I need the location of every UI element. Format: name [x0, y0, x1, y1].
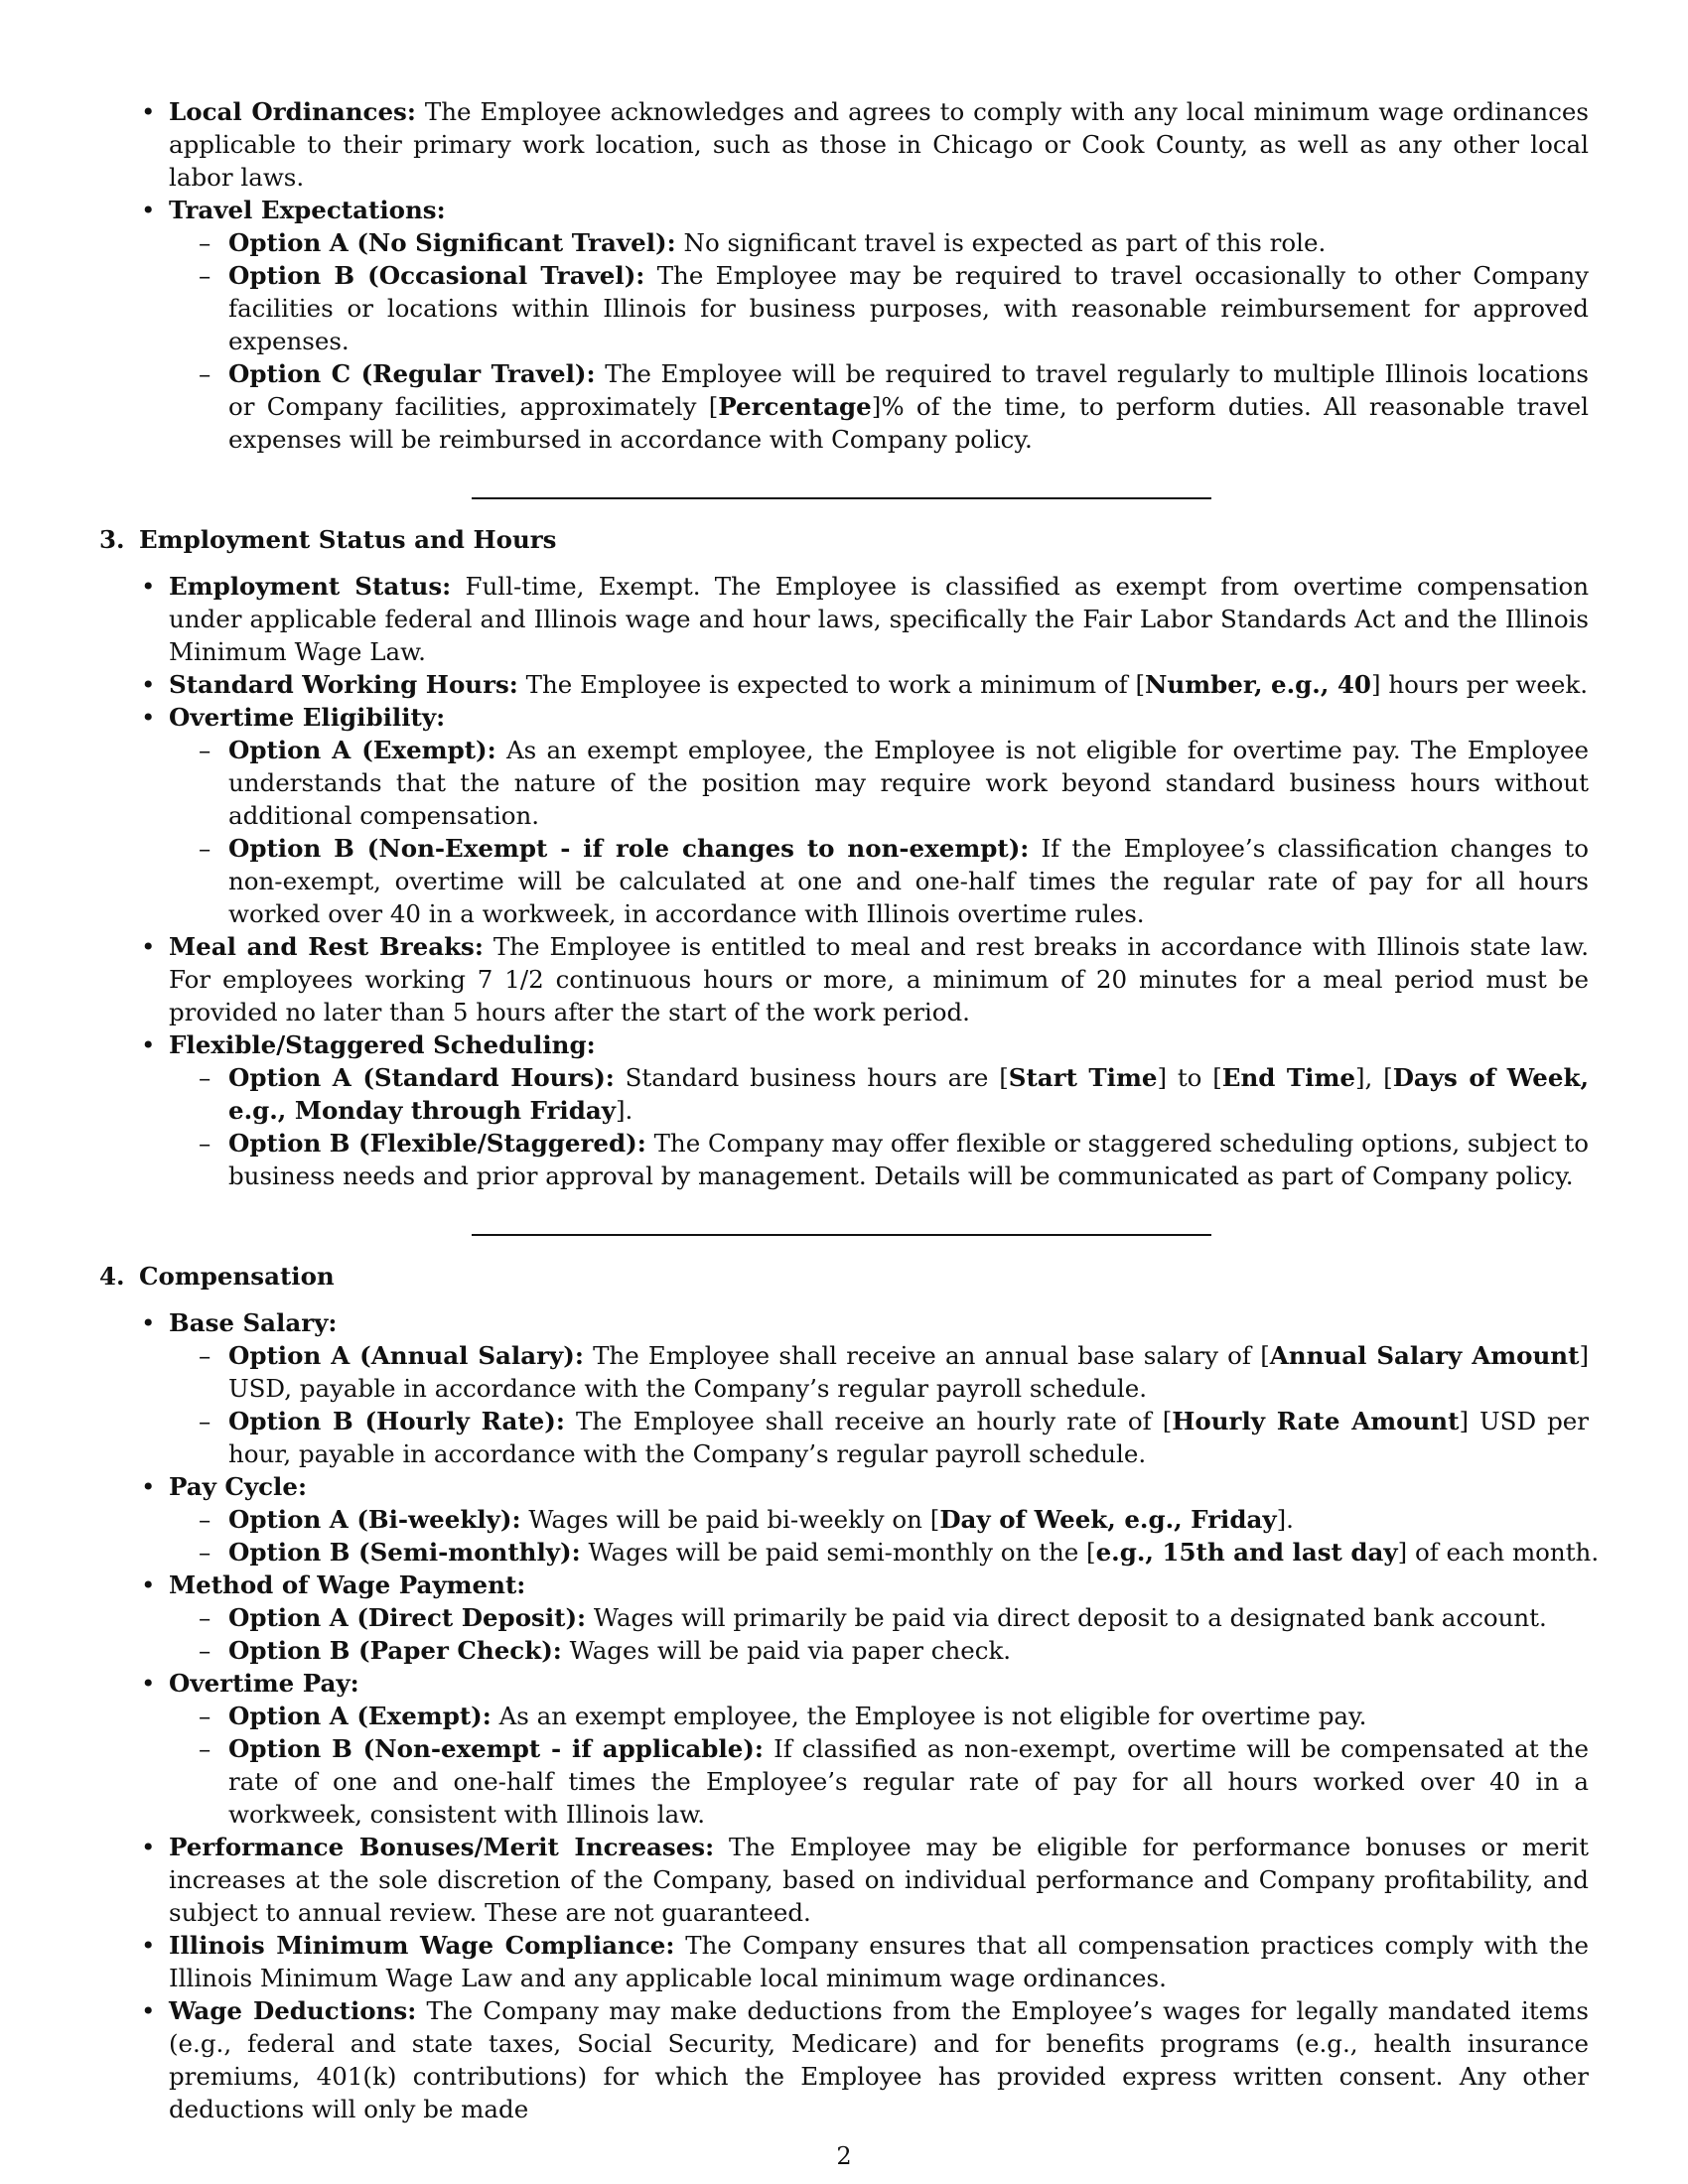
- list-item-scheduling: • Flexible/Staggered Scheduling: – Option A (Standard Hours): Standard business hours are [Start Time] to [End Time], [Days of Week, e.g., Monday through Friday]. – Option B (Flexible/Staggered): The Company may offer flexible or staggered scheduling options, subject to business needs and prior approval by management. Details will be communicated as part of Company policy.: [99, 1028, 1589, 1192]
- pay-cycle-options: [169, 1503, 1600, 1569]
- placeholder-start-time: Start Time: [1008, 1063, 1158, 1092]
- option-travel-c: – Option C (Regular Travel): The Employee will be required to travel regularly to multiple Illinois locations or Company facilities, approximately [Percentage]% of the time, to perform duties. All reasonable travel expenses will be reimbursed in accordance with Company policy.: [99, 357, 1589, 456]
- option-travel-b: – Option B (Occasional Travel): The Employee may be required to travel occasionally to other Company facilities or locations within Illinois for business purposes, with reasonable reimbursement for approved expenses.: [99, 259, 1589, 357]
- page-number: 2: [836, 2142, 852, 2170]
- option-pay-cycle-b: – Option B (Semi-monthly): Wages will be paid semi-monthly on the [e.g., 15th and last day] of each month.: [99, 1536, 1589, 1569]
- option-pay-cycle-a: – Option A (Bi-weekly): Wages will be paid bi-weekly on [Day of Week, e.g., Friday].: [99, 1503, 1589, 1536]
- placeholder-pay-dates: e.g., 15th and last day: [1095, 1538, 1398, 1567]
- option-overtime-pay-a: – Option A (Exempt): As an exempt employee, the Employee is not eligible for overtime pay.: [99, 1700, 1589, 1732]
- section-divider: [472, 497, 1211, 499]
- list-item-overtime-pay: • Overtime Pay: – Option A (Exempt): As an exempt employee, the Employee is not eligible for overtime pay. – Option B (Non-exempt - if applicable): If classified as non-exempt, overtime will be compensated at the rate of one and one-half times the Employee’s regular rate of pay for all hours worked over 40 in a workweek, consistent with Illinois law.: [99, 1667, 1589, 1831]
- placeholder-pay-day: Day of Week, e.g., Friday: [939, 1505, 1277, 1534]
- list-item-payment-method: • Method of Wage Payment: – Option A (Direct Deposit): Wages will primarily be paid via direct deposit to a designated bank account. – Option B (Paper Check): Wages will be paid via paper check.: [99, 1569, 1589, 1667]
- document-page: [99, 95, 1600, 2125]
- list-item-travel-expectations: • Travel Expectations: – Option A (No Significant Travel): No significant travel is expected as part of this role. – Option B (Occasional Travel): The Employee may be required to travel occasionally to other Company facilities or locations within Illinois for business purposes, with reasonable reimbursement for approved expenses. – Option C (Regular Travel): The Employee will be required to travel regularly to multiple Illinois locations or Company facilities, approximately [Percentage]% of the time, to perform duties. All reasonable travel expenses will be reimbursed in accordance with Company policy.: [99, 194, 1589, 456]
- option-salary-b: – Option B (Hourly Rate): The Employee shall receive an hourly rate of [Hourly Rate Amount] USD per hour, payable in accordance with the Company’s regular payroll schedule.: [99, 1405, 1589, 1470]
- travel-options: [169, 226, 1589, 456]
- overtime-pay-options: [169, 1700, 1589, 1831]
- base-salary-options: [169, 1339, 1589, 1470]
- placeholder-end-time: End Time: [1221, 1063, 1355, 1092]
- list-item-local-ordinances: • Local Ordinances: The Employee acknowledges and agrees to comply with any local minimum wage ordinances applicable to their primary work location, such as those in Chicago or Cook County, as well as any other local labor laws.: [99, 95, 1589, 194]
- section-heading-4: 4. Compensation: [99, 1262, 335, 1291]
- section-4-list: [99, 1306, 1600, 2125]
- scheduling-options: [169, 1061, 1589, 1192]
- list-item-bonuses: • Performance Bonuses/Merit Increases: The Employee may be eligible for performance bonuses or merit increases at the sole discretion of the Company, based on individual performance and Company profitability, and subject to annual review. These are not guaranteed.: [99, 1831, 1589, 1929]
- list-item-employment-status: • Employment Status: Full-time, Exempt. The Employee is classified as exempt from overtime compensation under applicable federal and Illinois wage and hour laws, specifically the Fair Labor Standards Act and the Illinois Minimum Wage Law.: [99, 570, 1589, 668]
- option-overtime-b: – Option B (Non-Exempt - if role changes to non-exempt): If the Employee’s classification changes to non-exempt, overtime will be calculated at one and one-half times the regular rate of pay for all hours worked over 40 in a workweek, in accordance with Illinois overtime rules.: [99, 832, 1589, 930]
- list-item-base-salary: • Base Salary: – Option A (Annual Salary): The Employee shall receive an annual base salary of [Annual Salary Amount] USD, payable in accordance with the Company’s regular payroll schedule. – Option B (Hourly Rate): The Employee shall receive an hourly rate of [Hourly Rate Amount] USD per hour, payable in accordance with the Company’s regular payroll schedule.: [99, 1306, 1589, 1470]
- list-item-wage-deductions: • Wage Deductions: The Company may make deductions from the Employee’s wages for legally mandated items (e.g., federal and state taxes, Social Security, Medicare) and for benefits programs (e.g., health insurance premiums, 401(k) contributions) for which the Employee has provided express written consent. Any other deductions will only be made: [99, 1994, 1589, 2125]
- list-item-standard-hours: • Standard Working Hours: The Employee is expected to work a minimum of [Number, e.g., 40] hours per week.: [99, 668, 1589, 701]
- placeholder-percentage: Percentage: [718, 392, 872, 421]
- list-item-pay-cycle: • Pay Cycle: – Option A (Bi-weekly): Wages will be paid bi-weekly on [Day of Week, e.g., Friday]. – Option B (Semi-monthly): Wages will be paid semi-monthly on the [e.g., 15th and last day] of each month.: [99, 1470, 1589, 1569]
- placeholder-days: Days of Week, e.g., Monday through Friday: [228, 1063, 1589, 1125]
- list-item-overtime-eligibility: • Overtime Eligibility: – Option A (Exempt): As an exempt employee, the Employee is not eligible for overtime pay. The Employee understands that the nature of the position may require work beyond standard business hours without additional compensation. – Option B (Non-Exempt - if role changes to non-exempt): If the Employee’s classification changes to non-exempt, overtime will be calculated at one and one-half times the regular rate of pay for all hours worked over 40 in a workweek, in accordance with Illinois overtime rules.: [99, 701, 1589, 930]
- option-payment-a: – Option A (Direct Deposit): Wages will primarily be paid via direct deposit to a designated bank account.: [99, 1601, 1589, 1634]
- section-divider: [472, 1234, 1211, 1236]
- option-scheduling-a: – Option A (Standard Hours): Standard business hours are [Start Time] to [End Time], [Days of Week, e.g., Monday through Friday].: [99, 1061, 1589, 1127]
- placeholder-hours: Number, e.g., 40: [1145, 670, 1371, 699]
- list-item-minimum-wage: • Illinois Minimum Wage Compliance: The Company ensures that all compensation practices comply with the Illinois Minimum Wage Law and any applicable local minimum wage ordinances.: [99, 1929, 1589, 1994]
- payment-method-options: [169, 1601, 1589, 1667]
- overtime-eligibility-options: [169, 734, 1589, 930]
- option-scheduling-b: – Option B (Flexible/Staggered): The Company may offer flexible or staggered scheduling options, subject to business needs and prior approval by management. Details will be communicated as part of Company policy.: [99, 1127, 1589, 1192]
- section-3-list: [99, 570, 1589, 1192]
- list-item-meal-rest-breaks: • Meal and Rest Breaks: The Employee is entitled to meal and rest breaks in accordance with Illinois state law. For employees working 7 1/2 continuous hours or more, a minimum of 20 minutes for a meal period must be provided no later than 5 hours after the start of the work period.: [99, 930, 1589, 1028]
- option-travel-a: – Option A (No Significant Travel): No significant travel is expected as part of this role.: [99, 226, 1589, 259]
- option-payment-b: – Option B (Paper Check): Wages will be paid via paper check.: [99, 1634, 1589, 1667]
- placeholder-annual-salary: Annual Salary Amount: [1269, 1341, 1580, 1370]
- placeholder-hourly-rate: Hourly Rate Amount: [1172, 1407, 1460, 1435]
- section-heading-3: 3. Employment Status and Hours: [99, 525, 557, 554]
- option-overtime-a: – Option A (Exempt): As an exempt employee, the Employee is not eligible for overtime pay. The Employee understands that the nature of the position may require work beyond standard business hours without additional compensation.: [99, 734, 1589, 832]
- option-overtime-pay-b: – Option B (Non-exempt - if applicable): If classified as non-exempt, overtime will be compensated at the rate of one and one-half times the Employee’s regular rate of pay for all hours worked over 40 in a workweek, consistent with Illinois law.: [99, 1732, 1589, 1831]
- option-salary-a: – Option A (Annual Salary): The Employee shall receive an annual base salary of [Annual Salary Amount] USD, payable in accordance with the Company’s regular payroll schedule.: [99, 1339, 1589, 1405]
- section-2-continued: [99, 95, 1589, 456]
